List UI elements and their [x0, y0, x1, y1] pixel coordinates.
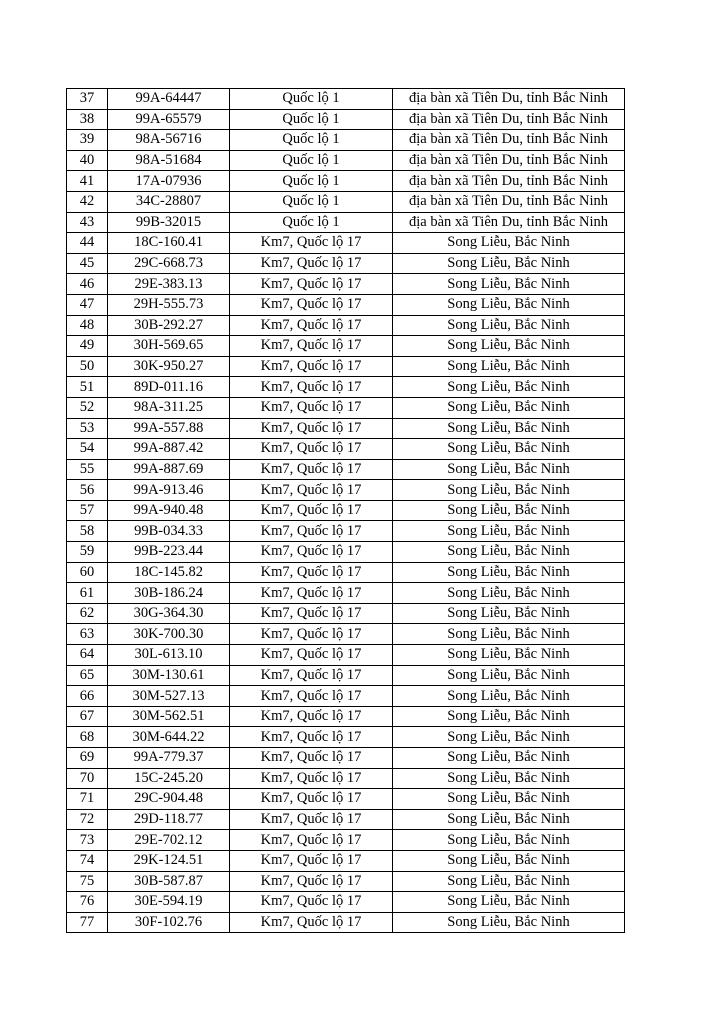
- table-row: [67, 768, 625, 789]
- table-row: [67, 892, 625, 913]
- license-plate-cell: 29C-904.48: [108, 789, 230, 810]
- row-number-cell: 40: [67, 150, 108, 171]
- road-cell: Quốc lộ 1: [230, 130, 393, 151]
- location-cell: địa bàn xã Tiên Du, tỉnh Bắc Ninh: [393, 89, 625, 110]
- location-cell: Song Liễu, Bắc Ninh: [393, 356, 625, 377]
- road-cell: Km7, Quốc lộ 17: [230, 377, 393, 398]
- table-row: [67, 809, 625, 830]
- location-cell: địa bàn xã Tiên Du, tỉnh Bắc Ninh: [393, 109, 625, 130]
- row-number-cell: 44: [67, 233, 108, 254]
- row-number-cell: 48: [67, 315, 108, 336]
- location-cell: Song Liễu, Bắc Ninh: [393, 809, 625, 830]
- road-cell: Km7, Quốc lộ 17: [230, 912, 393, 933]
- road-cell: Km7, Quốc lộ 17: [230, 871, 393, 892]
- location-cell: Song Liễu, Bắc Ninh: [393, 315, 625, 336]
- table-row: [67, 706, 625, 727]
- road-cell: Quốc lộ 1: [230, 171, 393, 192]
- license-plate-cell: 99A-913.46: [108, 480, 230, 501]
- table-row: [67, 171, 625, 192]
- license-plate-cell: 30G-364.30: [108, 603, 230, 624]
- location-cell: Song Liễu, Bắc Ninh: [393, 542, 625, 563]
- license-plate-cell: 99A-940.48: [108, 500, 230, 521]
- license-plate-cell: 29K-124.51: [108, 850, 230, 871]
- row-number-cell: 59: [67, 542, 108, 563]
- license-plate-cell: 29E-383.13: [108, 274, 230, 295]
- table-row: [67, 521, 625, 542]
- license-plate-cell: 30F-102.76: [108, 912, 230, 933]
- road-cell: Km7, Quốc lộ 17: [230, 356, 393, 377]
- location-cell: Song Liễu, Bắc Ninh: [393, 397, 625, 418]
- license-plate-cell: 99A-887.42: [108, 439, 230, 460]
- location-cell: Song Liễu, Bắc Ninh: [393, 294, 625, 315]
- row-number-cell: 77: [67, 912, 108, 933]
- row-number-cell: 42: [67, 191, 108, 212]
- location-cell: Song Liễu, Bắc Ninh: [393, 686, 625, 707]
- license-plate-cell: 15C-245.20: [108, 768, 230, 789]
- road-cell: Quốc lộ 1: [230, 150, 393, 171]
- license-plate-cell: 30M-644.22: [108, 727, 230, 748]
- row-number-cell: 76: [67, 892, 108, 913]
- table-row: [67, 748, 625, 769]
- row-number-cell: 50: [67, 356, 108, 377]
- row-number-cell: 65: [67, 665, 108, 686]
- table-row: [67, 377, 625, 398]
- row-number-cell: 75: [67, 871, 108, 892]
- location-cell: Song Liễu, Bắc Ninh: [393, 377, 625, 398]
- road-cell: Km7, Quốc lộ 17: [230, 542, 393, 563]
- row-number-cell: 68: [67, 727, 108, 748]
- location-cell: Song Liễu, Bắc Ninh: [393, 892, 625, 913]
- license-plate-cell: 18C-160.41: [108, 233, 230, 254]
- table-row: [67, 542, 625, 563]
- row-number-cell: 66: [67, 686, 108, 707]
- license-plate-cell: 99B-034.33: [108, 521, 230, 542]
- table-row: [67, 562, 625, 583]
- row-number-cell: 57: [67, 500, 108, 521]
- license-plate-cell: 30B-587.87: [108, 871, 230, 892]
- road-cell: Km7, Quốc lộ 17: [230, 665, 393, 686]
- row-number-cell: 64: [67, 645, 108, 666]
- location-cell: Song Liễu, Bắc Ninh: [393, 748, 625, 769]
- road-cell: Quốc lộ 1: [230, 191, 393, 212]
- row-number-cell: 73: [67, 830, 108, 851]
- row-number-cell: 53: [67, 418, 108, 439]
- row-number-cell: 43: [67, 212, 108, 233]
- license-plate-cell: 99B-223.44: [108, 542, 230, 563]
- road-cell: Km7, Quốc lộ 17: [230, 294, 393, 315]
- table-row: [67, 830, 625, 851]
- license-plate-cell: 30K-700.30: [108, 624, 230, 645]
- vehicle-violation-table: [66, 88, 625, 933]
- table-row: [67, 480, 625, 501]
- location-cell: Song Liễu, Bắc Ninh: [393, 562, 625, 583]
- table-row: [67, 624, 625, 645]
- license-plate-cell: 30M-130.61: [108, 665, 230, 686]
- location-cell: Song Liễu, Bắc Ninh: [393, 521, 625, 542]
- road-cell: Km7, Quốc lộ 17: [230, 500, 393, 521]
- license-plate-cell: 99A-65579: [108, 109, 230, 130]
- row-number-cell: 39: [67, 130, 108, 151]
- location-cell: Song Liễu, Bắc Ninh: [393, 603, 625, 624]
- road-cell: Km7, Quốc lộ 17: [230, 727, 393, 748]
- license-plate-cell: 30B-292.27: [108, 315, 230, 336]
- license-plate-cell: 30M-527.13: [108, 686, 230, 707]
- license-plate-cell: 30H-569.65: [108, 336, 230, 357]
- location-cell: Song Liễu, Bắc Ninh: [393, 789, 625, 810]
- table-row: [67, 397, 625, 418]
- table-row: [67, 233, 625, 254]
- license-plate-cell: 30M-562.51: [108, 706, 230, 727]
- road-cell: Km7, Quốc lộ 17: [230, 850, 393, 871]
- road-cell: Km7, Quốc lộ 17: [230, 892, 393, 913]
- row-number-cell: 46: [67, 274, 108, 295]
- row-number-cell: 45: [67, 253, 108, 274]
- road-cell: Km7, Quốc lộ 17: [230, 789, 393, 810]
- row-number-cell: 54: [67, 439, 108, 460]
- row-number-cell: 52: [67, 397, 108, 418]
- table-row: [67, 871, 625, 892]
- location-cell: địa bàn xã Tiên Du, tỉnh Bắc Ninh: [393, 171, 625, 192]
- table-row: [67, 109, 625, 130]
- location-cell: Song Liễu, Bắc Ninh: [393, 871, 625, 892]
- location-cell: Song Liễu, Bắc Ninh: [393, 418, 625, 439]
- row-number-cell: 70: [67, 768, 108, 789]
- location-cell: Song Liễu, Bắc Ninh: [393, 336, 625, 357]
- license-plate-cell: 29D-118.77: [108, 809, 230, 830]
- row-number-cell: 41: [67, 171, 108, 192]
- license-plate-cell: 17A-07936: [108, 171, 230, 192]
- location-cell: Song Liễu, Bắc Ninh: [393, 706, 625, 727]
- table-row: [67, 439, 625, 460]
- road-cell: Km7, Quốc lộ 17: [230, 686, 393, 707]
- road-cell: Km7, Quốc lộ 17: [230, 830, 393, 851]
- road-cell: Km7, Quốc lộ 17: [230, 397, 393, 418]
- road-cell: Km7, Quốc lộ 17: [230, 274, 393, 295]
- location-cell: Song Liễu, Bắc Ninh: [393, 459, 625, 480]
- license-plate-cell: 89D-011.16: [108, 377, 230, 398]
- row-number-cell: 51: [67, 377, 108, 398]
- license-plate-cell: 30K-950.27: [108, 356, 230, 377]
- license-plate-cell: 29E-702.12: [108, 830, 230, 851]
- table-row: [67, 583, 625, 604]
- row-number-cell: 67: [67, 706, 108, 727]
- table-row: [67, 356, 625, 377]
- location-cell: địa bàn xã Tiên Du, tỉnh Bắc Ninh: [393, 212, 625, 233]
- location-cell: Song Liễu, Bắc Ninh: [393, 912, 625, 933]
- license-plate-cell: 99A-887.69: [108, 459, 230, 480]
- row-number-cell: 47: [67, 294, 108, 315]
- road-cell: Quốc lộ 1: [230, 109, 393, 130]
- license-plate-cell: 30E-594.19: [108, 892, 230, 913]
- license-plate-cell: 34C-28807: [108, 191, 230, 212]
- row-number-cell: 74: [67, 850, 108, 871]
- table-row: [67, 459, 625, 480]
- row-number-cell: 71: [67, 789, 108, 810]
- table-row: [67, 686, 625, 707]
- location-cell: Song Liễu, Bắc Ninh: [393, 253, 625, 274]
- row-number-cell: 63: [67, 624, 108, 645]
- row-number-cell: 55: [67, 459, 108, 480]
- location-cell: Song Liễu, Bắc Ninh: [393, 480, 625, 501]
- location-cell: địa bàn xã Tiên Du, tỉnh Bắc Ninh: [393, 130, 625, 151]
- road-cell: Km7, Quốc lộ 17: [230, 336, 393, 357]
- table-row: [67, 89, 625, 110]
- table-row: [67, 418, 625, 439]
- location-cell: Song Liễu, Bắc Ninh: [393, 645, 625, 666]
- table-row: [67, 191, 625, 212]
- license-plate-cell: 98A-56716: [108, 130, 230, 151]
- road-cell: Km7, Quốc lộ 17: [230, 459, 393, 480]
- row-number-cell: 61: [67, 583, 108, 604]
- table-row: [67, 603, 625, 624]
- location-cell: địa bàn xã Tiên Du, tỉnh Bắc Ninh: [393, 150, 625, 171]
- location-cell: Song Liễu, Bắc Ninh: [393, 500, 625, 521]
- road-cell: Km7, Quốc lộ 17: [230, 439, 393, 460]
- row-number-cell: 69: [67, 748, 108, 769]
- location-cell: Song Liễu, Bắc Ninh: [393, 830, 625, 851]
- license-plate-cell: 29H-555.73: [108, 294, 230, 315]
- license-plate-cell: 30L-613.10: [108, 645, 230, 666]
- location-cell: Song Liễu, Bắc Ninh: [393, 439, 625, 460]
- row-number-cell: 37: [67, 89, 108, 110]
- location-cell: Song Liễu, Bắc Ninh: [393, 624, 625, 645]
- row-number-cell: 60: [67, 562, 108, 583]
- table-row: [67, 274, 625, 295]
- license-plate-cell: 98A-51684: [108, 150, 230, 171]
- table-row: [67, 336, 625, 357]
- location-cell: Song Liễu, Bắc Ninh: [393, 274, 625, 295]
- table-row: [67, 645, 625, 666]
- license-plate-cell: 30B-186.24: [108, 583, 230, 604]
- location-cell: Song Liễu, Bắc Ninh: [393, 850, 625, 871]
- road-cell: Km7, Quốc lộ 17: [230, 233, 393, 254]
- road-cell: Km7, Quốc lộ 17: [230, 418, 393, 439]
- road-cell: Km7, Quốc lộ 17: [230, 480, 393, 501]
- table-row: [67, 850, 625, 871]
- license-plate-cell: 29C-668.73: [108, 253, 230, 274]
- location-cell: Song Liễu, Bắc Ninh: [393, 727, 625, 748]
- license-plate-cell: 98A-311.25: [108, 397, 230, 418]
- license-plate-cell: 99A-64447: [108, 89, 230, 110]
- table-row: [67, 727, 625, 748]
- table-row: [67, 912, 625, 933]
- location-cell: Song Liễu, Bắc Ninh: [393, 583, 625, 604]
- table-row: [67, 500, 625, 521]
- table-row: [67, 315, 625, 336]
- table-body: [67, 89, 625, 933]
- license-plate-cell: 99B-32015: [108, 212, 230, 233]
- row-number-cell: 58: [67, 521, 108, 542]
- location-cell: Song Liễu, Bắc Ninh: [393, 768, 625, 789]
- location-cell: Song Liễu, Bắc Ninh: [393, 233, 625, 254]
- location-cell: Song Liễu, Bắc Ninh: [393, 665, 625, 686]
- table-row: [67, 130, 625, 151]
- table-row: [67, 789, 625, 810]
- row-number-cell: 38: [67, 109, 108, 130]
- license-plate-cell: 18C-145.82: [108, 562, 230, 583]
- road-cell: Km7, Quốc lộ 17: [230, 624, 393, 645]
- row-number-cell: 62: [67, 603, 108, 624]
- license-plate-cell: 99A-557.88: [108, 418, 230, 439]
- road-cell: Km7, Quốc lộ 17: [230, 645, 393, 666]
- road-cell: Quốc lộ 1: [230, 212, 393, 233]
- table-row: [67, 253, 625, 274]
- license-plate-cell: 99A-779.37: [108, 748, 230, 769]
- road-cell: Quốc lộ 1: [230, 89, 393, 110]
- road-cell: Km7, Quốc lộ 17: [230, 748, 393, 769]
- table-row: [67, 294, 625, 315]
- road-cell: Km7, Quốc lộ 17: [230, 768, 393, 789]
- road-cell: Km7, Quốc lộ 17: [230, 315, 393, 336]
- road-cell: Km7, Quốc lộ 17: [230, 562, 393, 583]
- table-row: [67, 150, 625, 171]
- table-row: [67, 665, 625, 686]
- road-cell: Km7, Quốc lộ 17: [230, 521, 393, 542]
- table-row: [67, 212, 625, 233]
- location-cell: địa bàn xã Tiên Du, tỉnh Bắc Ninh: [393, 191, 625, 212]
- road-cell: Km7, Quốc lộ 17: [230, 253, 393, 274]
- row-number-cell: 72: [67, 809, 108, 830]
- road-cell: Km7, Quốc lộ 17: [230, 583, 393, 604]
- row-number-cell: 49: [67, 336, 108, 357]
- road-cell: Km7, Quốc lộ 17: [230, 603, 393, 624]
- row-number-cell: 56: [67, 480, 108, 501]
- road-cell: Km7, Quốc lộ 17: [230, 706, 393, 727]
- road-cell: Km7, Quốc lộ 17: [230, 809, 393, 830]
